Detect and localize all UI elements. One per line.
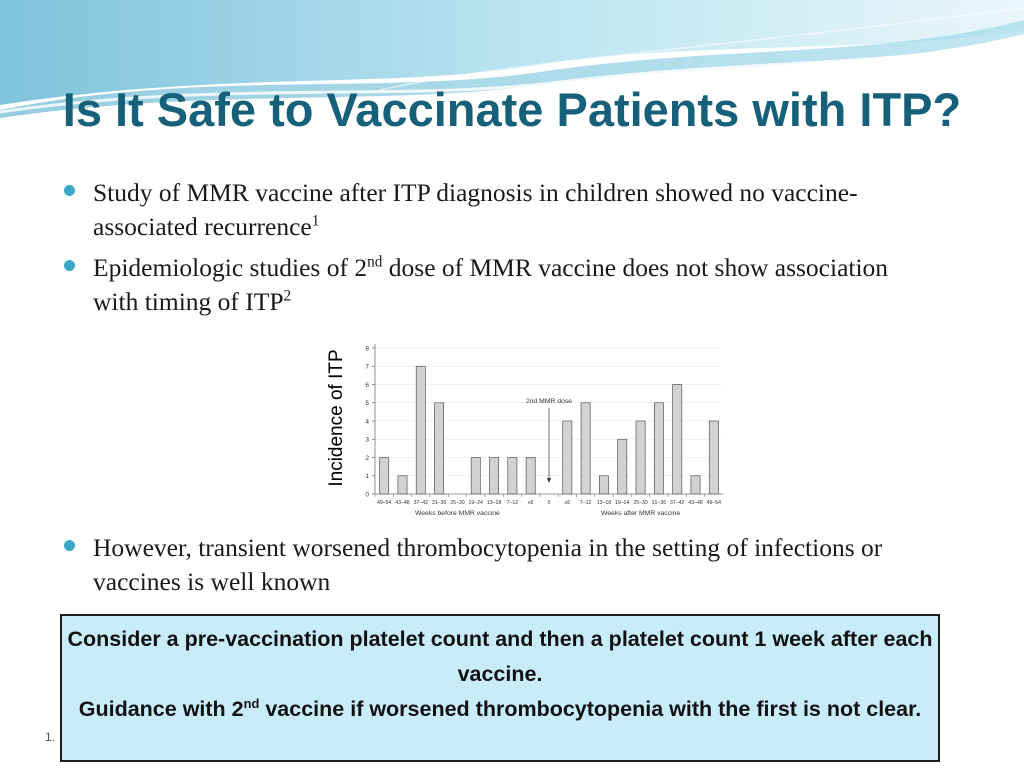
chart-bar	[508, 458, 517, 495]
x-tick-label: 31–36	[431, 500, 447, 506]
x-tick-label: 13–18	[486, 500, 502, 506]
recommendation-callout	[60, 614, 940, 762]
y-tick-label: 2	[365, 454, 369, 462]
x-tick-label: ≤6	[564, 500, 571, 506]
chart-bar	[709, 421, 718, 494]
bullet-transient-thrombocytopenia	[93, 531, 933, 599]
x-tick-label: 37–42	[413, 500, 429, 506]
y-tick-label: 1	[365, 473, 369, 481]
y-tick-label: 3	[365, 436, 369, 444]
x-tick-label: 37–42	[669, 500, 685, 506]
itp-incidence-chart	[318, 320, 733, 522]
chart-bar	[416, 366, 425, 494]
y-tick-label: 0	[365, 491, 369, 499]
ordinal-suffix: nd	[243, 695, 260, 711]
bullet-text: However, transient worsened thrombocytopenia in the setting of infections or vaccines is well known	[93, 533, 883, 596]
bullet-text: Study of MMR vaccine after ITP diagnosis in children showed no vaccine-associated recurrence	[93, 178, 858, 241]
x-tick-label: 19–24	[615, 500, 630, 506]
callout-line-2	[62, 692, 938, 727]
bullet-text-start: Epidemiologic studies of 2	[93, 253, 368, 282]
slide-title: Is It Safe to Vaccinate Patients with ITP?	[62, 83, 962, 136]
chart-bar	[398, 476, 407, 494]
bullet-text-end: dose of MMR vaccine does not show association with timing of ITP	[93, 253, 889, 316]
x-tick-label: 7–12	[579, 500, 592, 506]
reference-marker: 2	[283, 287, 292, 305]
annotation-label: 2nd MMR dose	[525, 398, 573, 405]
chart-bar	[489, 458, 498, 495]
chart-bar	[563, 421, 572, 494]
chart-group-label: Weeks before MMR vaccine	[414, 510, 500, 517]
chart-bar	[380, 458, 389, 495]
chart-group-label: Weeks after MMR vaccine	[600, 510, 681, 517]
y-tick-label: 8	[365, 345, 369, 353]
x-tick-label: 19–24	[468, 500, 483, 506]
x-tick-label: 43–48	[688, 500, 703, 506]
callout-line-1: Consider a pre-vaccination platelet count and then a platelet count 1 week after each vaccine.	[67, 627, 933, 686]
y-tick-label: 4	[365, 418, 369, 426]
chart-bar	[471, 458, 480, 495]
x-tick-label: 13–18	[596, 500, 612, 506]
chart-bar	[581, 403, 590, 494]
chart-bar	[435, 403, 444, 494]
x-tick-label: 7–12	[506, 500, 519, 506]
x-tick-label: 31–36	[651, 500, 667, 506]
chart-bar	[526, 458, 535, 495]
chart-bar	[691, 476, 700, 494]
chart-bar	[673, 385, 682, 495]
y-axis-label: Incidence of ITP	[326, 349, 347, 487]
x-tick-label: ≤6	[527, 500, 534, 506]
footnote: 1.	[45, 730, 56, 744]
chart-bar	[599, 476, 608, 494]
x-tick-label: 25–30	[633, 500, 648, 506]
x-tick-label: 25–30	[450, 500, 465, 506]
bullet-epidemiologic-studies	[93, 251, 933, 319]
reference-marker: 1	[311, 212, 320, 230]
chart-bar	[618, 439, 627, 494]
chart-canvas	[318, 320, 733, 522]
x-tick-label: 43–48	[395, 500, 410, 506]
callout-line-2-start: Guidance with 2	[78, 697, 244, 721]
chart-bar	[654, 403, 663, 494]
chart-bar	[636, 421, 645, 494]
y-tick-label: 7	[365, 363, 369, 371]
callout-line-2-end: vaccine if worsened thrombocytopenia with the first is not clear.	[259, 697, 922, 721]
x-tick-label: 49–54	[706, 500, 722, 506]
ordinal-suffix: nd	[367, 253, 383, 271]
y-tick-label: 5	[365, 400, 369, 408]
y-tick-label: 6	[365, 381, 369, 389]
x-tick-label: 0	[547, 500, 551, 506]
bullet-mmr-study	[93, 176, 923, 244]
x-tick-label: 49–54	[376, 500, 392, 506]
